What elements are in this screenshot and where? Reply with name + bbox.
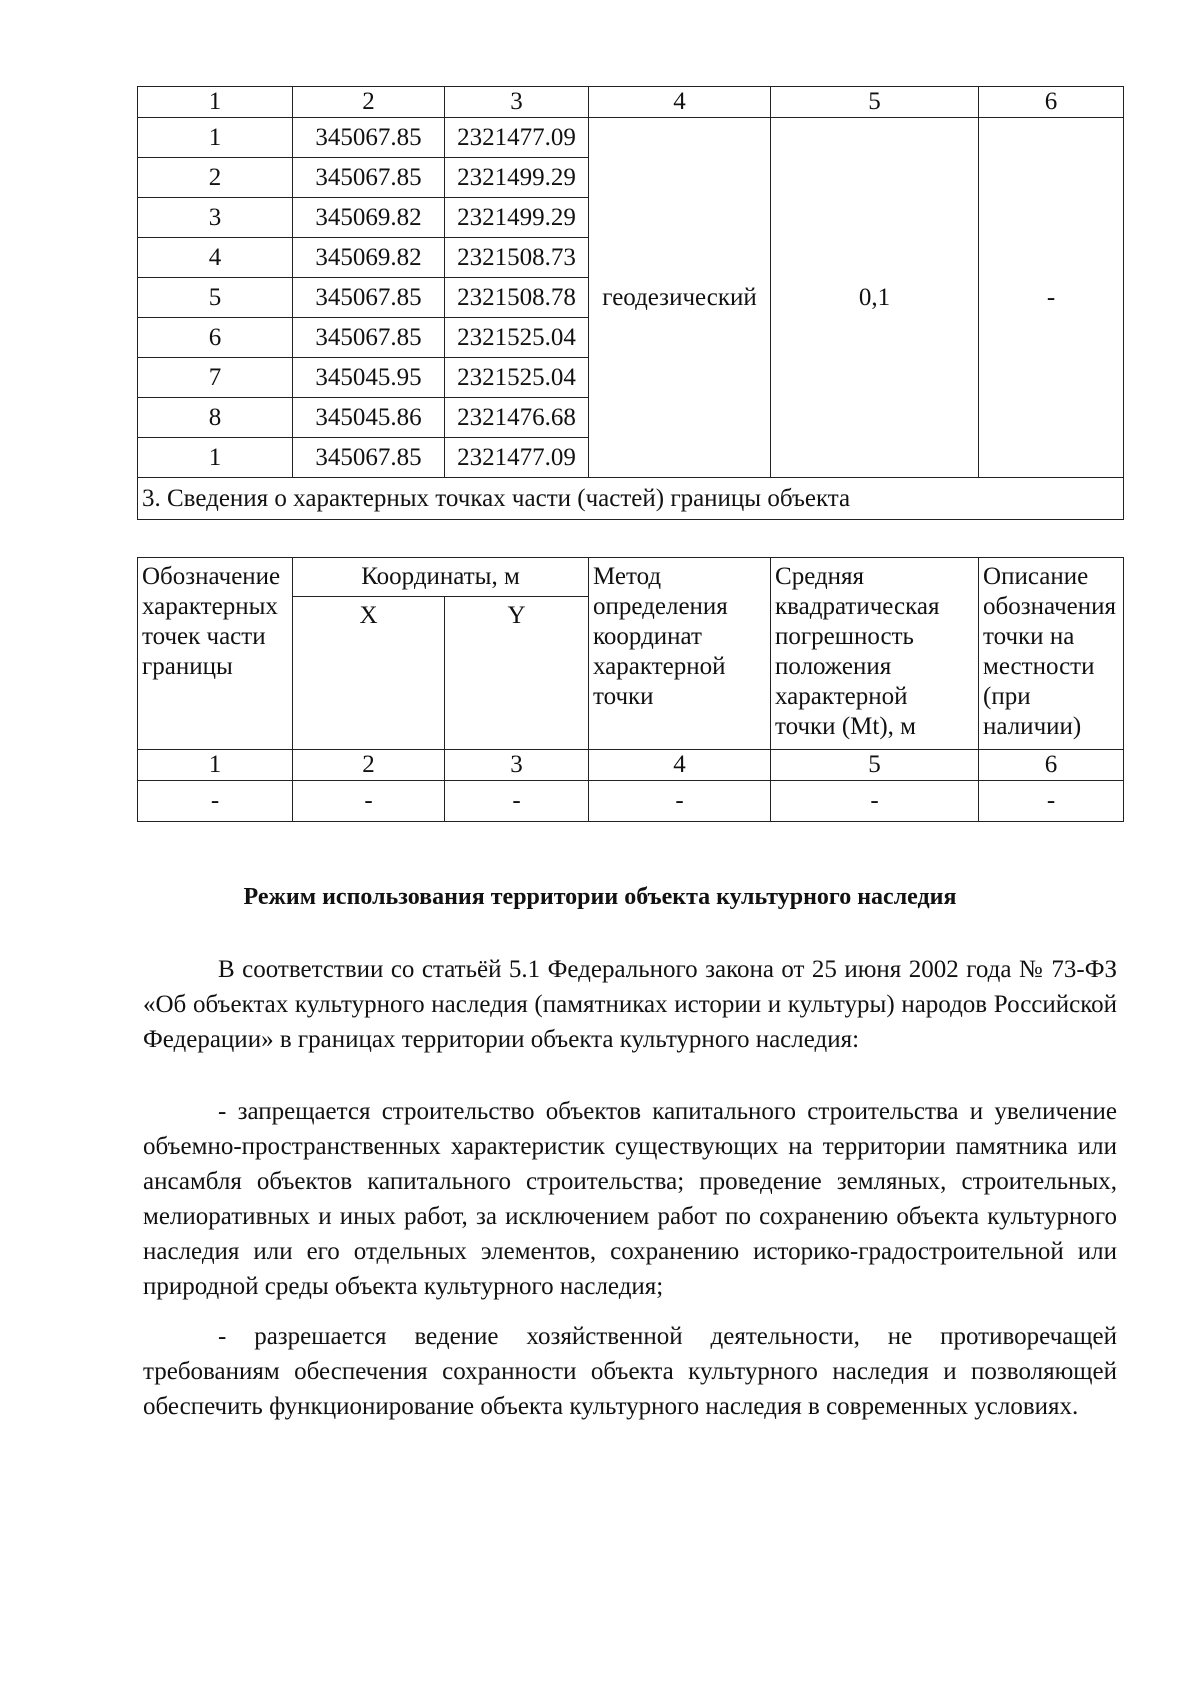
header-cell: 2 (293, 87, 445, 118)
paragraph-prohibitions: - запрещается строительство объектов капитального строительства и увеличение объемно-пространственных характеристик существующих на территории памятника или ансамбля объектов капитального строительства; проведение земляных, строительных, мелиоративных и иных работ, за исключением работ по сохранению объекта культурного наследия или его отдельных элементов, сохранению историко-градостроительной или природной среды объекта культурного наследия; (143, 1098, 1117, 1300)
empty-cell: - (771, 781, 979, 822)
header-cell: 3 (445, 87, 589, 118)
empty-cell: - (293, 781, 445, 822)
point-number: 2 (138, 158, 293, 198)
table-row (138, 750, 1124, 781)
header-cell: 6 (979, 87, 1124, 118)
coordinates-header: Координаты, м (293, 558, 589, 597)
y-coordinate: 2321477.09 (445, 438, 589, 478)
method-header: Метод определения координат характерной точки (589, 558, 771, 750)
accuracy-cell: 0,1 (771, 118, 979, 478)
y-header: Y (445, 597, 589, 750)
part-boundary-table (137, 557, 1124, 822)
column-number: 5 (771, 750, 979, 781)
empty-cell: - (138, 781, 293, 822)
empty-cell: - (445, 781, 589, 822)
header-cell: 4 (589, 87, 771, 118)
table-row (138, 781, 1124, 822)
table-header-row (138, 87, 1124, 118)
x-coordinate: 345067.85 (293, 318, 445, 358)
header-cell: 1 (138, 87, 293, 118)
x-header: X (293, 597, 445, 750)
point-number: 8 (138, 398, 293, 438)
y-coordinate: 2321508.78 (445, 278, 589, 318)
point-number: 5 (138, 278, 293, 318)
x-coordinate: 345067.85 (293, 118, 445, 158)
designation-header: Обозначение характерных точек части границы (138, 558, 293, 750)
section-title-row (138, 478, 1124, 520)
table-row (138, 118, 1124, 158)
x-coordinate: 345067.85 (293, 438, 445, 478)
table-header-row (138, 558, 1124, 597)
y-coordinate: 2321477.09 (445, 118, 589, 158)
paragraph-law-reference: В соответствии со статьёй 5.1 Федерального закона от 25 июня 2002 года № 73-ФЗ «Об объектах культурного наследия (памятниках истории и культуры) народов Российской Федерации» в границах территории объекта культурного наследия: (143, 956, 1117, 1053)
point-number: 3 (138, 198, 293, 238)
x-coordinate: 345069.82 (293, 198, 445, 238)
column-number: 6 (979, 750, 1124, 781)
point-number: 1 (138, 118, 293, 158)
header-cell: 5 (771, 87, 979, 118)
description-header: Описание обозначения точки на местности (при наличии) (979, 558, 1124, 750)
coordinates-table (137, 86, 1124, 520)
x-coordinate: 345067.85 (293, 158, 445, 198)
empty-cell: - (979, 781, 1124, 822)
accuracy-header: Средняя квадратическая погрешность положения характерной точки (Mt), м (771, 558, 979, 750)
column-number: 2 (293, 750, 445, 781)
point-number: 6 (138, 318, 293, 358)
x-coordinate: 345045.95 (293, 358, 445, 398)
paragraph-permissions: - разрешается ведение хозяйственной деятельности, не противоречащей требованиям обеспечения сохранности объекта культурного наследия и позволяющей обеспечить функционирование объекта культурного наследия в современных условиях. (143, 1323, 1117, 1420)
y-coordinate: 2321508.73 (445, 238, 589, 278)
y-coordinate: 2321499.29 (445, 198, 589, 238)
point-number: 4 (138, 238, 293, 278)
point-number: 1 (138, 438, 293, 478)
y-coordinate: 2321525.04 (445, 318, 589, 358)
x-coordinate: 345045.86 (293, 398, 445, 438)
description-cell: - (979, 118, 1124, 478)
y-coordinate: 2321525.04 (445, 358, 589, 398)
y-coordinate: 2321476.68 (445, 398, 589, 438)
column-number: 3 (445, 750, 589, 781)
point-number: 7 (138, 358, 293, 398)
section-heading: Режим использования территории объекта культурного наследия (243, 884, 957, 910)
x-coordinate: 345067.85 (293, 278, 445, 318)
column-number: 4 (589, 750, 771, 781)
column-number: 1 (138, 750, 293, 781)
y-coordinate: 2321499.29 (445, 158, 589, 198)
section-title: 3. Сведения о характерных точках части (частей) границы объекта (138, 478, 1124, 520)
method-cell: геодезический (589, 118, 771, 478)
empty-cell: - (589, 781, 771, 822)
x-coordinate: 345069.82 (293, 238, 445, 278)
